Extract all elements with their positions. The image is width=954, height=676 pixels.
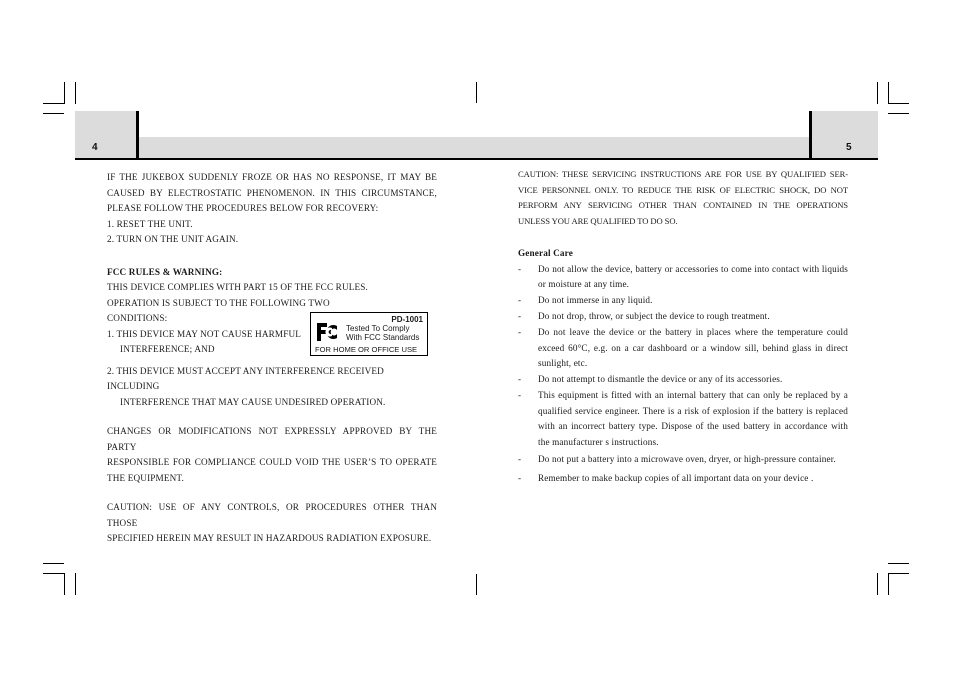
page-number-right: 5 bbox=[846, 142, 852, 153]
changes-line: RESPONSIBLE FOR COMPLIANCE COULD VOID THE USER’S TO OPERATE bbox=[107, 457, 437, 467]
fcc-use-text: FOR HOME OR OFFICE USE bbox=[315, 345, 418, 354]
condition-1: 1. THIS DEVICE MAY NOT CAUSE HARMFUL bbox=[107, 328, 302, 339]
right-page-body bbox=[518, 167, 848, 229]
list-item: - Do not attempt to dismantle the device or any of its accessories. bbox=[518, 374, 783, 384]
general-care-section bbox=[518, 246, 848, 486]
service-caution-line: PERFORM ANY SERVICING OTHER THAN CONTAINED IN THE OPERATIONS bbox=[518, 200, 848, 210]
left-page-body bbox=[107, 170, 437, 547]
condition-2-cont: INTERFERENCE THAT MAY CAUSE UNDESIRED OPERATION. bbox=[120, 396, 386, 407]
fcc-compliance-label bbox=[310, 312, 428, 356]
fcc-tested-text: Tested To Comply bbox=[346, 324, 410, 333]
fcc-model-number: PD-1001 bbox=[391, 315, 423, 324]
list-item: - Do not drop, throw, or subject the device to rough treatment. bbox=[518, 311, 770, 321]
list-item: - Do not leave the device or the battery in places where the temperature could exceed 60°C, e.g. on a car dashboard or a window sill, behind glass in direct sunlight, etc. bbox=[518, 327, 848, 368]
step-item: 2. TURN ON THE UNIT AGAIN. bbox=[107, 234, 239, 244]
list-item: - Do not immerse in any liquid. bbox=[518, 295, 653, 305]
general-care-heading: General Care bbox=[518, 248, 573, 258]
fcc-line: CONDITIONS: bbox=[107, 313, 168, 323]
caution-line: CAUTION: USE OF ANY CONTROLS, OR PROCEDURES OTHER THAN THOSE bbox=[107, 502, 437, 528]
intro-line: CAUSED BY ELECTROSTATIC PHENOMENON. IN THIS CIRCUMSTANCE, bbox=[107, 187, 437, 198]
service-caution-line: CAUTION: THESE SERVICING INSTRUCTIONS ARE FOR USE BY QUALIFIED SER- bbox=[518, 169, 848, 179]
list-item: - Do not put a battery into a microwave oven, dryer, or high-pressure container. bbox=[518, 454, 836, 464]
fcc-logo-icon bbox=[315, 322, 341, 342]
fcc-heading: FCC RULES & WARNING: bbox=[107, 266, 223, 277]
service-caution-line: UNLESS YOU ARE QUALIFIED TO DO SO. bbox=[518, 215, 678, 226]
fcc-standards-text: With FCC Standards bbox=[346, 333, 420, 342]
page-number-left: 4 bbox=[92, 142, 98, 153]
condition-1-cont: INTERFERENCE; AND bbox=[120, 344, 215, 354]
intro-line: PLEASE FOLLOW THE PROCEDURES BELOW FOR RECOVERY: bbox=[107, 203, 379, 213]
changes-line: CHANGES OR MODIFICATIONS NOT EXPRESSLY APPROVED BY THE PARTY bbox=[107, 426, 437, 452]
step-item: 1. RESET THE UNIT. bbox=[107, 218, 193, 229]
general-care-list bbox=[518, 262, 848, 487]
list-item: - Do not allow the device, battery or accessories to come into contact with liquids or moisture at any time. bbox=[518, 263, 848, 289]
condition-2: 2. THIS DEVICE MUST ACCEPT ANY INTERFERENCE RECEIVED INCLUDING bbox=[107, 365, 384, 391]
changes-line: THE EQUIPMENT. bbox=[107, 472, 184, 483]
fcc-line: THIS DEVICE COMPLIES WITH PART 15 OF THE FCC RULES. bbox=[107, 282, 368, 292]
service-caution-line: VICE PERSONNEL ONLY. TO REDUCE THE RISK OF ELECTRIC SHOCK, DO NOT bbox=[518, 184, 848, 195]
list-item: - Remember to make backup copies of all important data on your device . bbox=[518, 472, 814, 483]
intro-line: IF THE JUKEBOX SUDDENLY FROZE OR HAS NO RESPONSE, IT MAY BE bbox=[107, 172, 437, 182]
fcc-line: OPERATION IS SUBJECT TO THE FOLLOWING TWO bbox=[107, 297, 330, 308]
caution-line: SPECIFIED HEREIN MAY RESULT IN HAZARDOUS RADIATION EXPOSURE. bbox=[107, 533, 432, 543]
list-item: - This equipment is fitted with an internal battery that can only be replaced by a qualified service engineer. There is a risk of explosion if the battery is replaced with an incorrect battery type. Dispose of the used battery in accordance with the manufacturer s instructions. bbox=[518, 390, 848, 447]
